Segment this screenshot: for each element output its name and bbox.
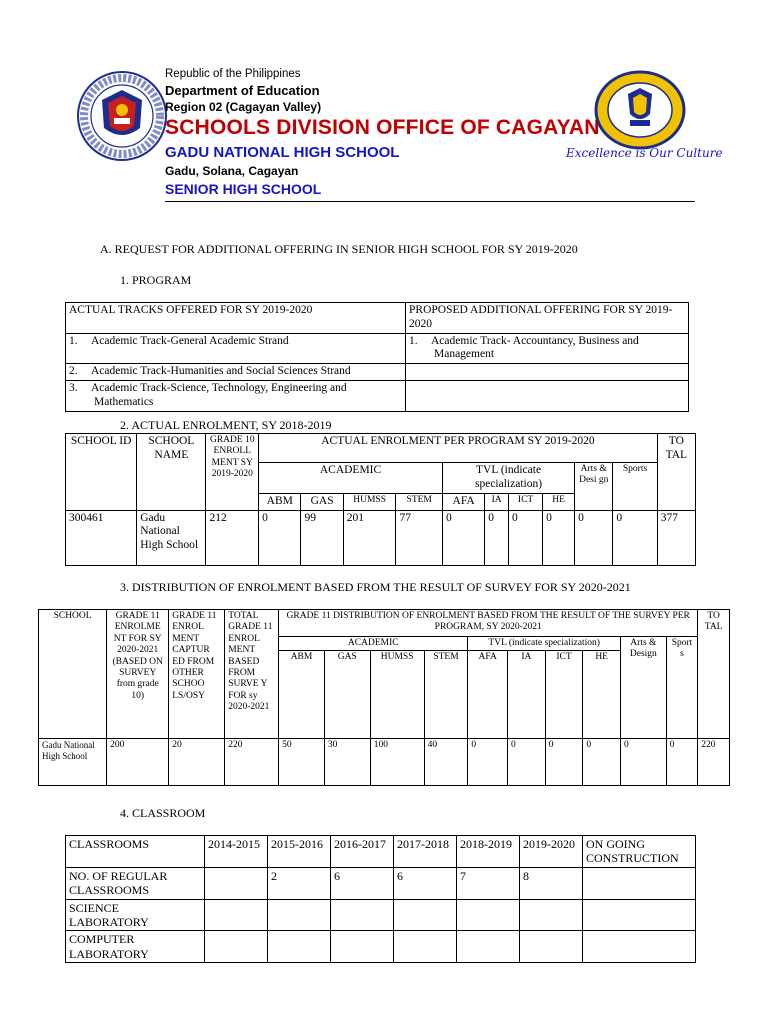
col-ict: ICT	[545, 651, 583, 739]
deped-seal	[76, 70, 168, 162]
survey-academic-header: ACADEMIC	[279, 637, 468, 651]
table-cell	[331, 899, 394, 931]
section-2-title: 2. ACTUAL ENROLMENT, SY 2018-2019	[120, 418, 332, 432]
g11-other-header: GRADE 11 ENROL MENT CAPTUR ED FROM OTHER SCHOO LS/OSY	[169, 610, 225, 739]
table-cell	[66, 333, 406, 364]
table-row	[39, 739, 730, 786]
table-row	[66, 380, 689, 411]
header-rule	[165, 201, 695, 202]
table-cell: 0	[620, 739, 666, 786]
col-afa: AFA	[442, 493, 484, 510]
table-row	[66, 303, 689, 334]
table-cell: 0	[613, 510, 657, 565]
table-cell	[583, 931, 696, 963]
col-abm: ABM	[259, 493, 301, 510]
table-row	[66, 510, 696, 565]
col-ia: IA	[508, 651, 546, 739]
level-title: SENIOR HIGH SCHOOL	[165, 181, 322, 197]
col-gas: GAS	[324, 651, 370, 739]
survey-total-header: TO TAL	[698, 610, 730, 739]
table-cell	[331, 931, 394, 963]
survey-school-cell: Gadu National High School	[39, 739, 107, 786]
school-name-cell: Gadu National High School	[137, 510, 206, 565]
sports-header: Sports	[613, 463, 657, 511]
table-cell: 0	[508, 739, 546, 786]
table-cell: 7	[457, 867, 520, 899]
survey-total-cell: 220	[698, 739, 730, 786]
table-cell	[457, 931, 520, 963]
table-cell: 0	[583, 739, 621, 786]
program-table	[65, 302, 689, 412]
table-cell	[205, 931, 268, 963]
col-humss: HUMSS	[343, 493, 396, 510]
table-cell	[268, 899, 331, 931]
col-ia: IA	[485, 493, 509, 510]
table-cell	[583, 899, 696, 931]
table-row	[66, 434, 696, 463]
section-4-title: 4. CLASSROOM	[120, 806, 206, 820]
proposed-text: Academic Track- Accountancy, Business and Management	[431, 334, 639, 361]
section-1-title: 1. PROGRAM	[120, 273, 192, 287]
year-header: 2014-2015	[205, 836, 268, 868]
g11-enrol-header: GRADE 11 ENROLME NT FOR SY 2020-2021 (BASED ON SURVEY from grade 10)	[107, 610, 169, 739]
total-header: TO TAL	[657, 434, 695, 511]
row-number: 3.	[69, 381, 78, 394]
year-header: 2017-2018	[394, 836, 457, 868]
table-row	[66, 867, 696, 899]
row-number: 1.	[409, 334, 418, 347]
table-row	[66, 364, 689, 381]
survey-school-header: SCHOOL	[39, 610, 107, 739]
table-cell	[406, 333, 689, 364]
col-stem: STEM	[396, 493, 442, 510]
survey-arts-header: Arts & Design	[620, 637, 666, 739]
total-cell: 377	[657, 510, 695, 565]
republic-line: Republic of the Philippines	[165, 68, 301, 80]
table-cell	[520, 899, 583, 931]
table-cell: 0	[442, 510, 484, 565]
col-ict: ICT	[509, 493, 543, 510]
table-cell: 100	[370, 739, 424, 786]
year-header: 2016-2017	[331, 836, 394, 868]
table-cell: 99	[301, 510, 343, 565]
col-he: HE	[583, 651, 621, 739]
table-cell: 0	[545, 739, 583, 786]
department-line: Department of Education	[165, 83, 320, 98]
school-seal	[594, 70, 686, 150]
table-cell	[205, 899, 268, 931]
table-row	[66, 899, 696, 931]
table-cell: 0	[575, 510, 613, 565]
table-cell: 220	[225, 739, 279, 786]
year-header: 2019-2020	[520, 836, 583, 868]
table-cell: 0	[259, 510, 301, 565]
region-line: Region 02 (Cagayan Valley)	[165, 100, 322, 114]
table-cell: 77	[396, 510, 442, 565]
table-row	[39, 610, 730, 637]
table-cell: 0	[509, 510, 543, 565]
arts-header: Arts & Desi gn	[575, 463, 613, 511]
section-a-title: A. REQUEST FOR ADDITIONAL OFFERING IN SENIOR HIGH SCHOOL FOR SY 2019-2020	[100, 242, 578, 256]
table-cell: 201	[343, 510, 396, 565]
table-cell	[457, 899, 520, 931]
survey-table	[38, 609, 730, 786]
program-col1-header: ACTUAL TRACKS OFFERED FOR SY 2019-2020	[66, 303, 406, 334]
col-gas: GAS	[301, 493, 343, 510]
school-motto: Excellence is Our Culture	[566, 146, 723, 160]
table-cell: 6	[331, 867, 394, 899]
table-cell	[583, 867, 696, 899]
school-id-cell: 300461	[66, 510, 137, 565]
survey-sports-header: Sport s	[666, 637, 698, 739]
table-cell: 2	[268, 867, 331, 899]
table-cell	[66, 380, 406, 411]
col-afa: AFA	[468, 651, 508, 739]
table-row	[66, 836, 696, 868]
table-cell	[520, 931, 583, 963]
tvl-header: TVL (indicate specialization)	[442, 463, 574, 494]
table-cell: 6	[394, 867, 457, 899]
survey-tvl-header: TVL (indicate specialization)	[468, 637, 621, 651]
col-he: HE	[543, 493, 575, 510]
table-cell	[66, 364, 406, 381]
distribution-header: GRADE 11 DISTRIBUTION OF ENROLMENT BASED FROM THE RESULT OF THE SURVEY PER PROGRAM, SY 2020-2021	[279, 610, 698, 637]
school-name-header: SCHOOL NAME	[137, 434, 206, 511]
table-cell: 200	[107, 739, 169, 786]
track-text: Academic Track-General Academic Strand	[91, 334, 289, 347]
table-cell	[268, 931, 331, 963]
year-header: 2018-2019	[457, 836, 520, 868]
table-cell: 0	[468, 739, 508, 786]
program-col2-header: PROPOSED ADDITIONAL OFFERING FOR SY 2019-2020	[406, 303, 689, 334]
section-3-title: 3. DISTRIBUTION OF ENROLMENT BASED FROM THE RESULT OF SURVEY FOR SY 2020-2021	[120, 580, 631, 594]
col-humss: HUMSS	[370, 651, 424, 739]
table-cell	[394, 899, 457, 931]
division-title: SCHOOLS DIVISION OFFICE OF CAGAYAN	[165, 116, 600, 139]
col-abm: ABM	[279, 651, 325, 739]
grade10-header: GRADE 10 ENROLL MENT SY 2019-2020	[206, 434, 259, 511]
table-cell: 8	[520, 867, 583, 899]
total-g11-header: TOTAL GRADE 11 ENROL MENT BASED FROM SURVE Y FOR sy 2020-2021	[225, 610, 279, 739]
row-number: 1.	[69, 334, 78, 347]
table-cell	[406, 380, 689, 411]
row-label: COMPUTER LABORATORY	[66, 931, 205, 963]
table-cell: 30	[324, 739, 370, 786]
table-cell	[394, 931, 457, 963]
year-header: 2015-2016	[268, 836, 331, 868]
table-cell: 20	[169, 739, 225, 786]
row-label: SCIENCE LABORATORY	[66, 899, 205, 931]
construction-header: ON GOING CONSTRUCTION	[583, 836, 696, 868]
track-text: Academic Track-Science, Technology, Engineering and Mathematics	[91, 381, 347, 408]
table-cell: 0	[485, 510, 509, 565]
row-number: 2.	[69, 365, 78, 378]
row-label: NO. OF REGULAR CLASSROOMS	[66, 867, 205, 899]
classroom-table	[65, 835, 696, 963]
classroom-header: CLASSROOMS	[66, 836, 205, 868]
table-cell	[406, 364, 689, 381]
table-cell: 0	[666, 739, 698, 786]
enrolment-table	[65, 433, 696, 566]
col-stem: STEM	[424, 651, 468, 739]
table-cell: 0	[543, 510, 575, 565]
table-cell	[205, 867, 268, 899]
grade10-cell: 212	[206, 510, 259, 565]
track-text: Academic Track-Humanities and Social Sciences Strand	[91, 365, 351, 378]
school-id-header: SCHOOL ID	[66, 434, 137, 511]
table-row	[66, 333, 689, 364]
school-title: GADU NATIONAL HIGH SCHOOL	[165, 144, 400, 161]
academic-header: ACADEMIC	[259, 463, 443, 494]
table-cell: 40	[424, 739, 468, 786]
per-program-header: ACTUAL ENROLMENT PER PROGRAM SY 2019-2020	[259, 434, 658, 463]
table-cell: 50	[279, 739, 325, 786]
school-address: Gadu, Solana, Cagayan	[165, 164, 299, 178]
table-row	[66, 931, 696, 963]
